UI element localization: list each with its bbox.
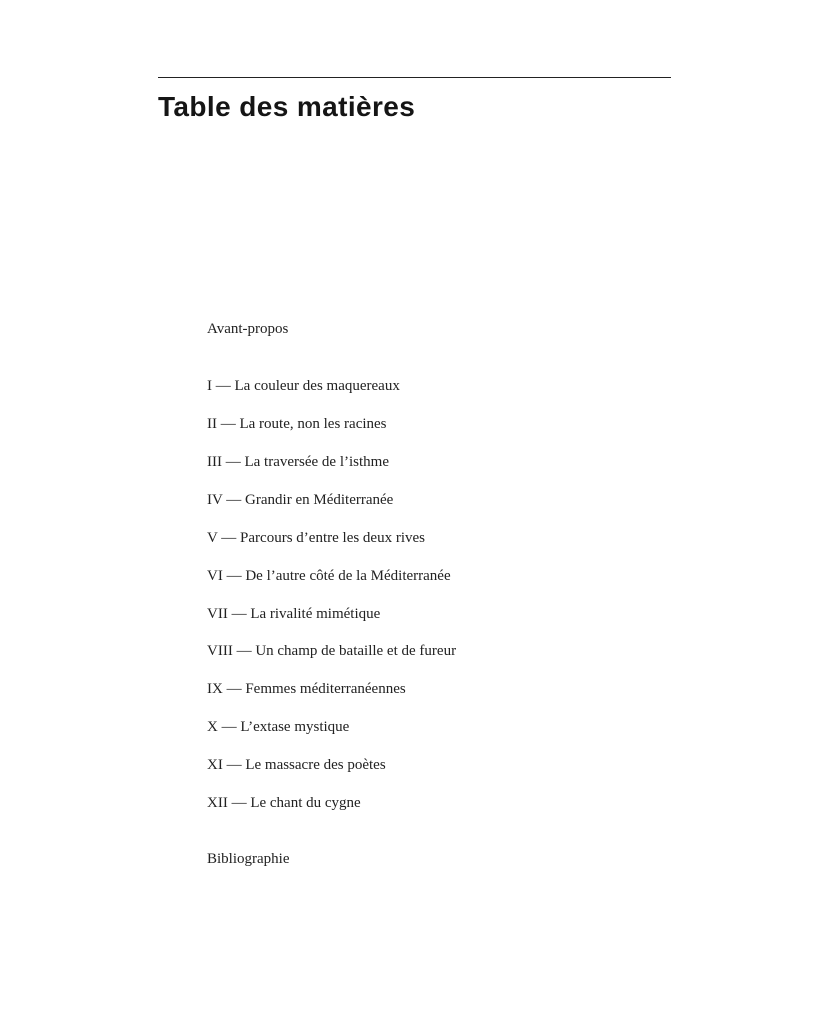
toc-entry-avant-propos[interactable]: Avant-propos [207, 321, 289, 337]
toc-entry-chapter-2[interactable]: II — La route, non les racines [207, 416, 387, 432]
page-title: Table des matières [158, 91, 416, 122]
top-rule [158, 77, 671, 78]
toc-entry-chapter-9[interactable]: IX — Femmes méditerranéennes [207, 681, 406, 697]
toc-entry-chapter-5[interactable]: V — Parcours d’entre les deux rives [207, 530, 425, 546]
toc-entry-chapter-10[interactable]: X — L’extase mystique [207, 719, 350, 735]
toc-entry-chapter-3[interactable]: III — La traversée de l’isthme [207, 454, 389, 470]
toc-entry-chapter-6[interactable]: VI — De l’autre côté de la Méditerranée [207, 568, 451, 584]
toc-entry-chapter-11[interactable]: XI — Le massacre des poètes [207, 757, 386, 773]
toc-entry-chapter-12[interactable]: XII — Le chant du cygne [207, 795, 361, 811]
toc-entry-chapter-4[interactable]: IV — Grandir en Méditerranée [207, 492, 394, 508]
toc-entry-chapter-7[interactable]: VII — La rivalité mimétique [207, 606, 381, 622]
toc-entry-chapter-1[interactable]: I — La couleur des maquereaux [207, 378, 400, 394]
toc-entry-chapter-8[interactable]: VIII — Un champ de bataille et de fureur [207, 643, 457, 659]
toc-entry-bibliographie[interactable]: Bibliographie [207, 851, 290, 867]
